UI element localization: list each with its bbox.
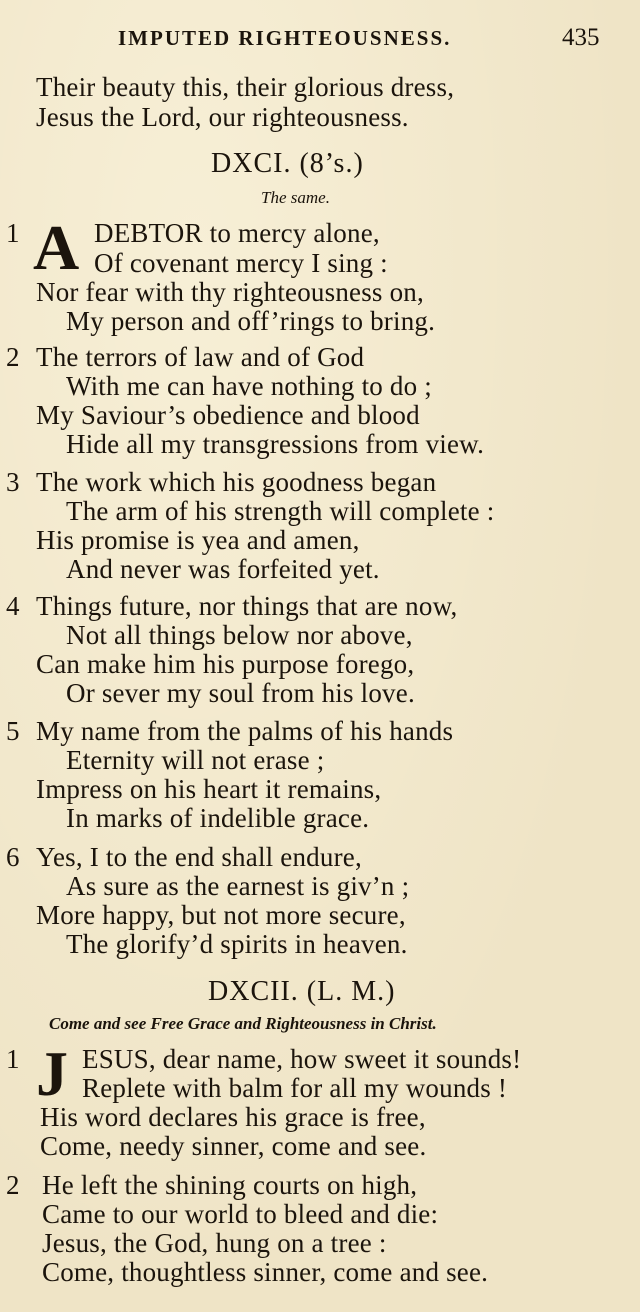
stanza-number: 6: [6, 842, 20, 872]
verse-line: Come, thoughtless sinner, come and see.: [42, 1257, 489, 1287]
verse-line: My name from the palms of his hands: [36, 716, 454, 746]
hymn-title: DXCI. (8’s.): [211, 148, 364, 179]
stanza-number: 1: [6, 218, 20, 248]
carryover-line: Their beauty this, their glorious dress,: [36, 72, 455, 102]
verse-line: The glorify’d spirits in heaven.: [66, 929, 408, 959]
stanza-number: 2: [6, 342, 20, 372]
running-header: [0, 22, 640, 58]
stanza-number: 2: [6, 1170, 20, 1200]
verse-line: The arm of his strength will complete :: [66, 496, 495, 526]
verse-line: Jesus, the God, hung on a tree :: [42, 1228, 387, 1258]
verse-line: The terrors of law and of God: [36, 342, 365, 372]
carryover-line: Jesus the Lord, our righteousness.: [36, 102, 409, 132]
stanza-number: 4: [6, 591, 20, 621]
verse-line: With me can have nothing to do ;: [66, 371, 432, 401]
verse-line: Hide all my transgressions from view.: [66, 429, 485, 459]
verse-line: Of covenant mercy I sing :: [94, 248, 388, 278]
verse-line: Or sever my soul from his love.: [66, 678, 415, 708]
running-title: IMPUTED RIGHTEOUSNESS.: [118, 26, 452, 50]
verse-line: More happy, but not more secure,: [36, 900, 406, 930]
verse-line: Can make him his purpose forego,: [36, 649, 415, 679]
verse-line: He left the shining courts on high,: [42, 1170, 418, 1200]
verse-line: The work which his goodness began: [36, 467, 437, 497]
verse-line: In marks of indelible grace.: [66, 803, 370, 833]
stanza-number: 5: [6, 716, 20, 746]
hymn-subtitle: The same.: [261, 188, 330, 207]
verse-line: As sure as the earnest is giv’n ;: [66, 871, 410, 901]
hymn-title: DXCII. (L. M.): [208, 976, 396, 1007]
verse-line: His promise is yea and amen,: [36, 525, 360, 555]
drop-capital: A: [33, 212, 80, 283]
verse-line: Come, needy sinner, come and see.: [40, 1131, 427, 1161]
stanza-number: 3: [6, 467, 20, 497]
verse-line: Impress on his heart it remains,: [36, 774, 382, 804]
stanza-number: 1: [6, 1044, 20, 1074]
verse-line: Replete with balm for all my wounds !: [82, 1073, 508, 1103]
drop-capital: J: [36, 1038, 68, 1109]
verse-line: Yes, I to the end shall endure,: [36, 842, 362, 872]
page-number: 435: [562, 24, 600, 51]
verse-line: DEBTOR to mercy alone,: [94, 218, 380, 248]
verse-line: Not all things below nor above,: [66, 620, 413, 650]
verse-line: Eternity will not erase ;: [66, 745, 325, 775]
hymn-subtitle: Come and see Free Grace and Righteousness in Christ.: [49, 1014, 437, 1033]
verse-line: Nor fear with thy righteousness on,: [36, 277, 424, 307]
verse-line: Came to our world to bleed and die:: [42, 1199, 439, 1229]
verse-line: And never was forfeited yet.: [66, 554, 380, 584]
verse-line: My person and off’rings to bring.: [66, 306, 436, 336]
verse-line: My Saviour’s obedience and blood: [36, 400, 420, 430]
verse-line: ESUS, dear name, how sweet it sounds!: [82, 1044, 522, 1074]
verse-line: Things future, nor things that are now,: [36, 591, 458, 621]
verse-line: His word declares his grace is free,: [40, 1102, 426, 1132]
